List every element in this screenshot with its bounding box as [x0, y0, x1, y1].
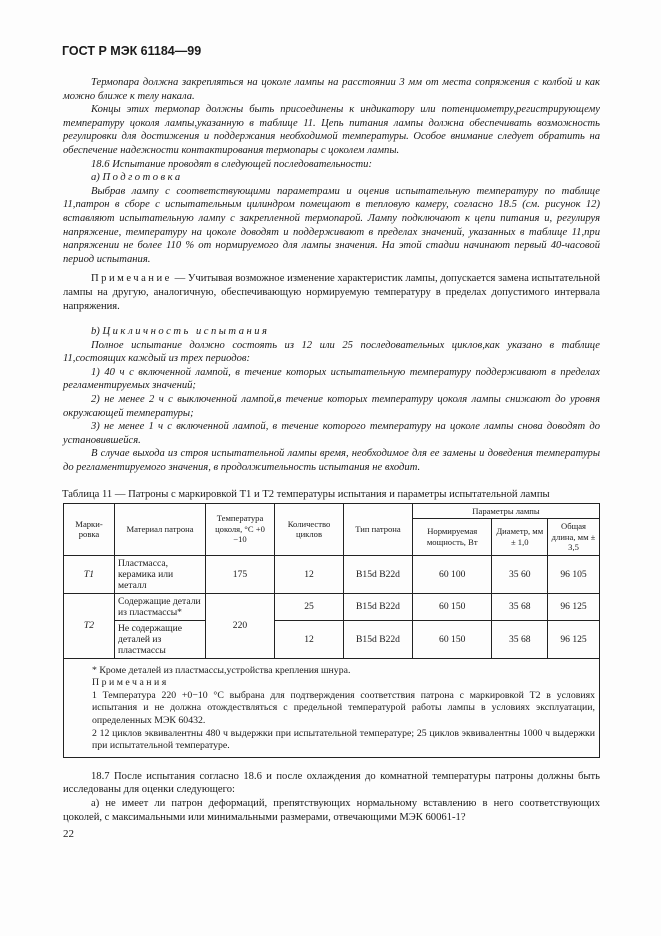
- paragraph: В случае выхода из строя испытательной лампы время, необходимое для ее замены и доведения температуры до регламентируемого значения, в продолжительность испытания не входит.: [63, 448, 600, 474]
- subsection-title: Подготовка: [102, 172, 183, 184]
- col-header-mark: Марки-ровка: [64, 503, 115, 555]
- table-note: 1 Температура 220 +0−10 °С выбрана для подтверждения соответствия патрона с маркировкой T2 в условиях испытания и не должна отождествляться с предельной температурой работы лампы в условиях эксплуатации, определенных МЭК 60432.: [92, 689, 595, 726]
- table-footnote: * Кроме деталей из пластмассы,устройства крепления шнура.: [92, 664, 351, 676]
- note: Примечание — Учитывая возможное изменение характеристик лампы, допускается замена испытательной лампы на другую, аналогичную, обеспечивающую нормируемую температуру в пределах допустимого интервала напряжения.: [63, 273, 600, 312]
- col-header-cycles: Количество циклов: [275, 503, 344, 555]
- paragraph: Выбрав лампу с соответствующими параметрами и оценив испытательную температуру по таблице 11,патрон в сборе с испытательным цилиндром помещают в тепловую камеру, согласно 18.5 (см. рисунок 12) вставляют испытательную лампу с закрепленной термопарой. Лампу подключают к цепи питания и, регулируя напряжение, температуру на цоколе доводят и поддерживают в пределах значений, указанных в таблице 11,при напряжении не более 110 % от нормируемого для лампы значения. На этой стадии начинают первый 40-часовой период испытания.: [63, 185, 600, 265]
- document-page: [63, 44, 600, 824]
- table-caption: Таблица 11 — Патроны с маркировкой T1 и T2 температуры испытания и параметры испытательной лампы: [62, 488, 550, 500]
- lamp-holders-table: [63, 503, 600, 758]
- col-header-length: Общая длина, мм ± 3,5: [548, 519, 600, 556]
- paragraph: Концы этих термопар должны быть присоединены к индикатору или потенциометру,регистрирующему температуру цоколя лампы,указанную в таблице 11. Цепь питания лампы должна обеспечивать возможность регулировки для достижения и поддержания необходимой температуры. Особое внимание следует обратить на обеспечение надежности контактирования термопары с цоколем лампы.: [63, 104, 600, 156]
- table-footnotes: [64, 658, 600, 757]
- paragraph: Полное испытание должно состоять из 12 или 25 последовательных циклов,как указано в таблице 11,состоящих каждый из трех периодов:: [63, 339, 600, 365]
- list-item: 1) 40 ч с включенной лампой, в течение которых испытательную температуру поддерживают в пределах регламентируемых значений;: [63, 366, 600, 392]
- paragraph: а) не имеет ли патрон деформаций, препятствующих нормальному вставлению в него соответствующих цоколей, с максимальными или минимальными размерами, отвечающими МЭК 60061-1?: [63, 797, 600, 823]
- subsection-heading: b) Цикличность испытания: [91, 326, 270, 338]
- page-number: 22: [63, 828, 74, 840]
- table-row: T1 Пластмасса, керамика или металл 175 12 B15d B22d 60 100 35 60 96 105: [64, 555, 600, 593]
- col-header-diameter: Диаметр, мм ± 1,0: [492, 519, 548, 556]
- subsection-heading: а) Подготовка: [91, 172, 183, 184]
- subsection-title: Цикличность испытания: [102, 326, 270, 338]
- paragraph: 18.6 Испытание проводят в следующей последовательности:: [91, 158, 373, 170]
- paragraph: Термопара должна закрепляться на цоколе лампы на расстоянии 3 мм от места сопряжения с колбой и как можно ближе к телу накала.: [63, 77, 600, 102]
- note-label: Примечание: [91, 273, 172, 285]
- page-header: ГОСТ Р МЭК 61184—99: [62, 44, 202, 58]
- table-row: Не содержащие деталей из пластмассы 12 B15d B22d 60 150 35 68 96 125: [64, 620, 600, 658]
- paragraph: 18.7 После испытания согласно 18.6 и после охлаждения до комнатной температуры патроны должны быть исследованы для оценки следующего:: [63, 770, 600, 796]
- col-header-power: Нормируемая мощность, Вт: [413, 519, 492, 556]
- col-header-material: Материал патрона: [115, 503, 206, 555]
- col-header-params: Параметры лампы: [413, 503, 600, 519]
- list-item: 3) не менее 1 ч с включенной лампой, в течение которого температуру на цоколе лампы снова доводят до установившейся.: [63, 421, 600, 446]
- list-item: 2) не менее 2 ч с выключенной лампой,в течение которых температуру цоколя лампы снижают до уровня окружающей температуры;: [63, 394, 600, 419]
- table-note: 2 12 циклов эквивалентны 480 ч выдержки при испытательной температуре; 25 циклов эквивалентны 1000 ч выдержки при испытательной температуре.: [92, 727, 595, 752]
- notes-label: Примечания: [92, 677, 169, 689]
- col-header-type: Тип патрона: [344, 503, 413, 555]
- table-row: T2 Содержащие детали из пластмассы* 220 25 B15d B22d 60 150 35 68 96 125: [64, 593, 600, 620]
- col-header-temp: Температура цоколя, °С +0 −10: [206, 503, 275, 555]
